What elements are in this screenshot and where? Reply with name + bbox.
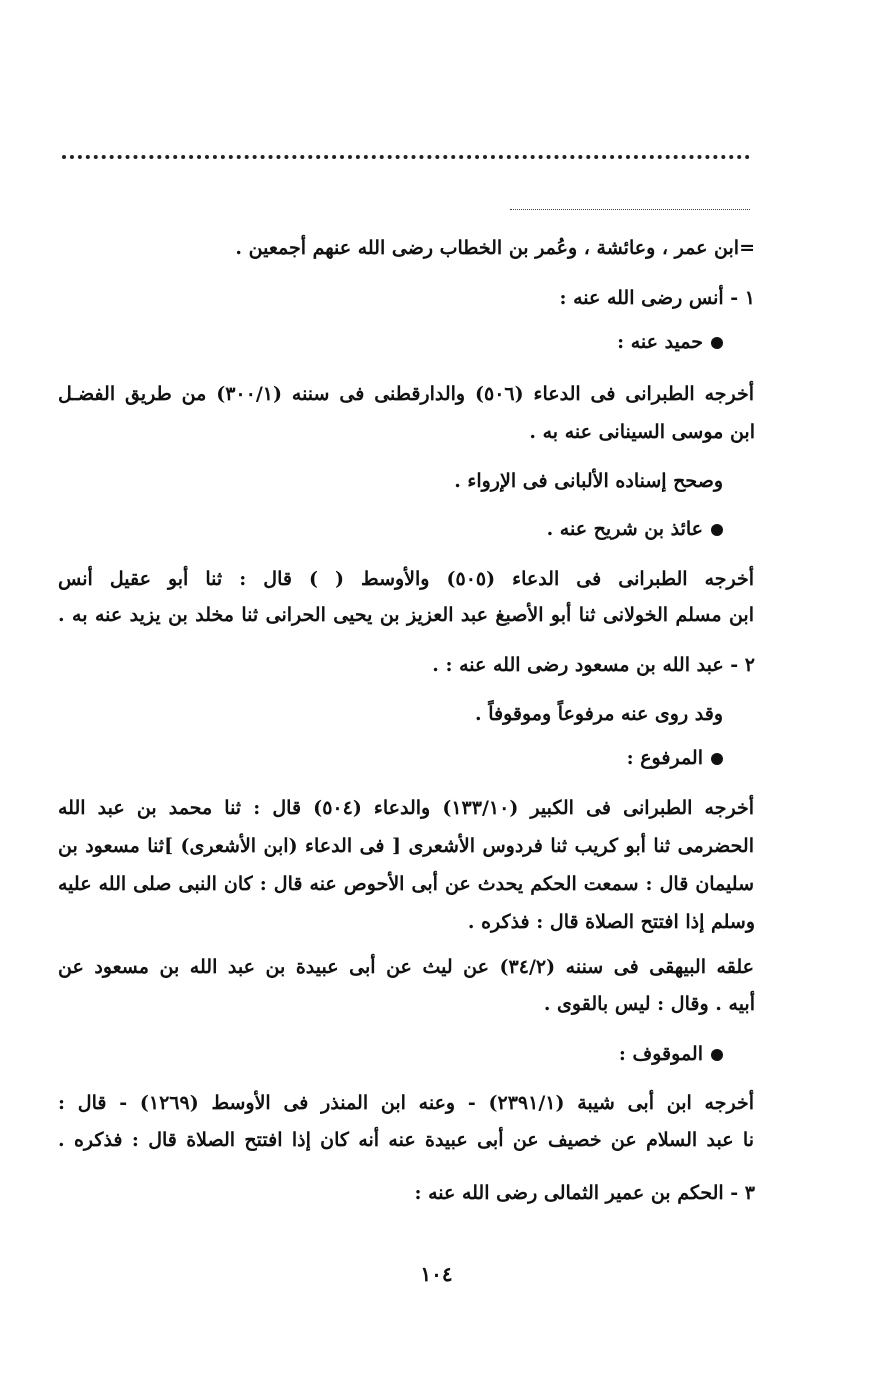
text-line: أخرجه الطبرانى فى الدعاء (٥٠٥) والأوسط ( ) قال : ثنا أبو عقيل أنس bbox=[58, 568, 755, 590]
bullet-icon bbox=[711, 1049, 723, 1061]
section-heading: ٢ - عبد الله بن مسعود رضى الله عنه : . bbox=[432, 654, 755, 676]
bullet-icon bbox=[711, 753, 723, 765]
bullet-label: الموقوف : bbox=[618, 1043, 703, 1065]
text-line: =ابن عمر ، وعائشة ، وعُمر بن الخطاب رضى الله عنهم أجمعين . bbox=[235, 237, 755, 259]
text-line: أخرجه ابن أبى شيبة (٢٣٩١/١) - وعنه ابن المنذر فى الأوسط (١٢٦٩) - قال : bbox=[58, 1092, 754, 1114]
text-line: وقد روى عنه مرفوعاً وموقوفاً . bbox=[474, 703, 723, 725]
section-heading: ١ - أنس رضى الله عنه : bbox=[559, 287, 755, 309]
text-line: ابن موسى السينانى عنه به . bbox=[529, 421, 755, 443]
text-line: أبيه . وقال : ليس بالقوى . bbox=[543, 993, 755, 1015]
bullet-heading bbox=[619, 1040, 723, 1068]
bullet-heading bbox=[627, 744, 723, 772]
text-line: سليمان قال : سمعت الحكم يحدث عن أبى الأحوص عنه قال : كان النبى صلى الله عليه bbox=[58, 873, 754, 895]
text-line: ابن مسلم الخولانى ثنا أبو الأصبغ عبد العزيز بن يحيى الحرانى ثنا مخلد بن يزيد عنه به . bbox=[58, 604, 754, 626]
bullet-icon bbox=[711, 337, 723, 349]
text-line: وصحح إسناده الألبانى فى الإرواء . bbox=[454, 470, 723, 492]
page-number: ١٠٤ bbox=[420, 1262, 453, 1286]
text-line: الحضرمى ثنا أبو كريب ثنا فردوس الأشعرى [ فى الدعاء (ابن الأشعرى) ]ثنا مسعود بن bbox=[58, 835, 754, 857]
text-line: أخرجه الطبرانى فى الدعاء (٥٠٦) والدارقطنى فى سننه (٣٠٠/١) من طريق الفضـل bbox=[58, 383, 755, 405]
dotted-separator bbox=[62, 155, 750, 159]
text-line: أخرجه الطبرانى فى الكبير (١٣٣/١٠) والدعاء (٥٠٤) قال : ثنا محمد بن عبد الله bbox=[58, 797, 754, 819]
footnote-separator bbox=[510, 209, 750, 210]
bullet-label: حميد عنه : bbox=[617, 331, 703, 353]
bullet-heading bbox=[617, 328, 723, 356]
text-line: نا عبد السلام عن خصيف عن أبى عبيدة عنه أنه كان إذا افتتح الصلاة قال : فذكره . bbox=[58, 1129, 754, 1151]
bullet-icon bbox=[711, 524, 723, 536]
section-heading: ٣ - الحكم بن عمير الثمالى رضى الله عنه : bbox=[414, 1182, 755, 1204]
bullet-heading bbox=[547, 515, 723, 543]
bullet-label: المرفوع : bbox=[626, 747, 703, 769]
text-line: وسلم إذا افتتح الصلاة قال : فذكره . bbox=[467, 911, 755, 933]
text-line: علقه البيهقى فى سننه (٣٤/٢) عن ليث عن أبى عبيدة بن عبد الله بن مسعود عن bbox=[58, 956, 754, 978]
bullet-label: عائذ بن شريح عنه . bbox=[546, 518, 703, 540]
